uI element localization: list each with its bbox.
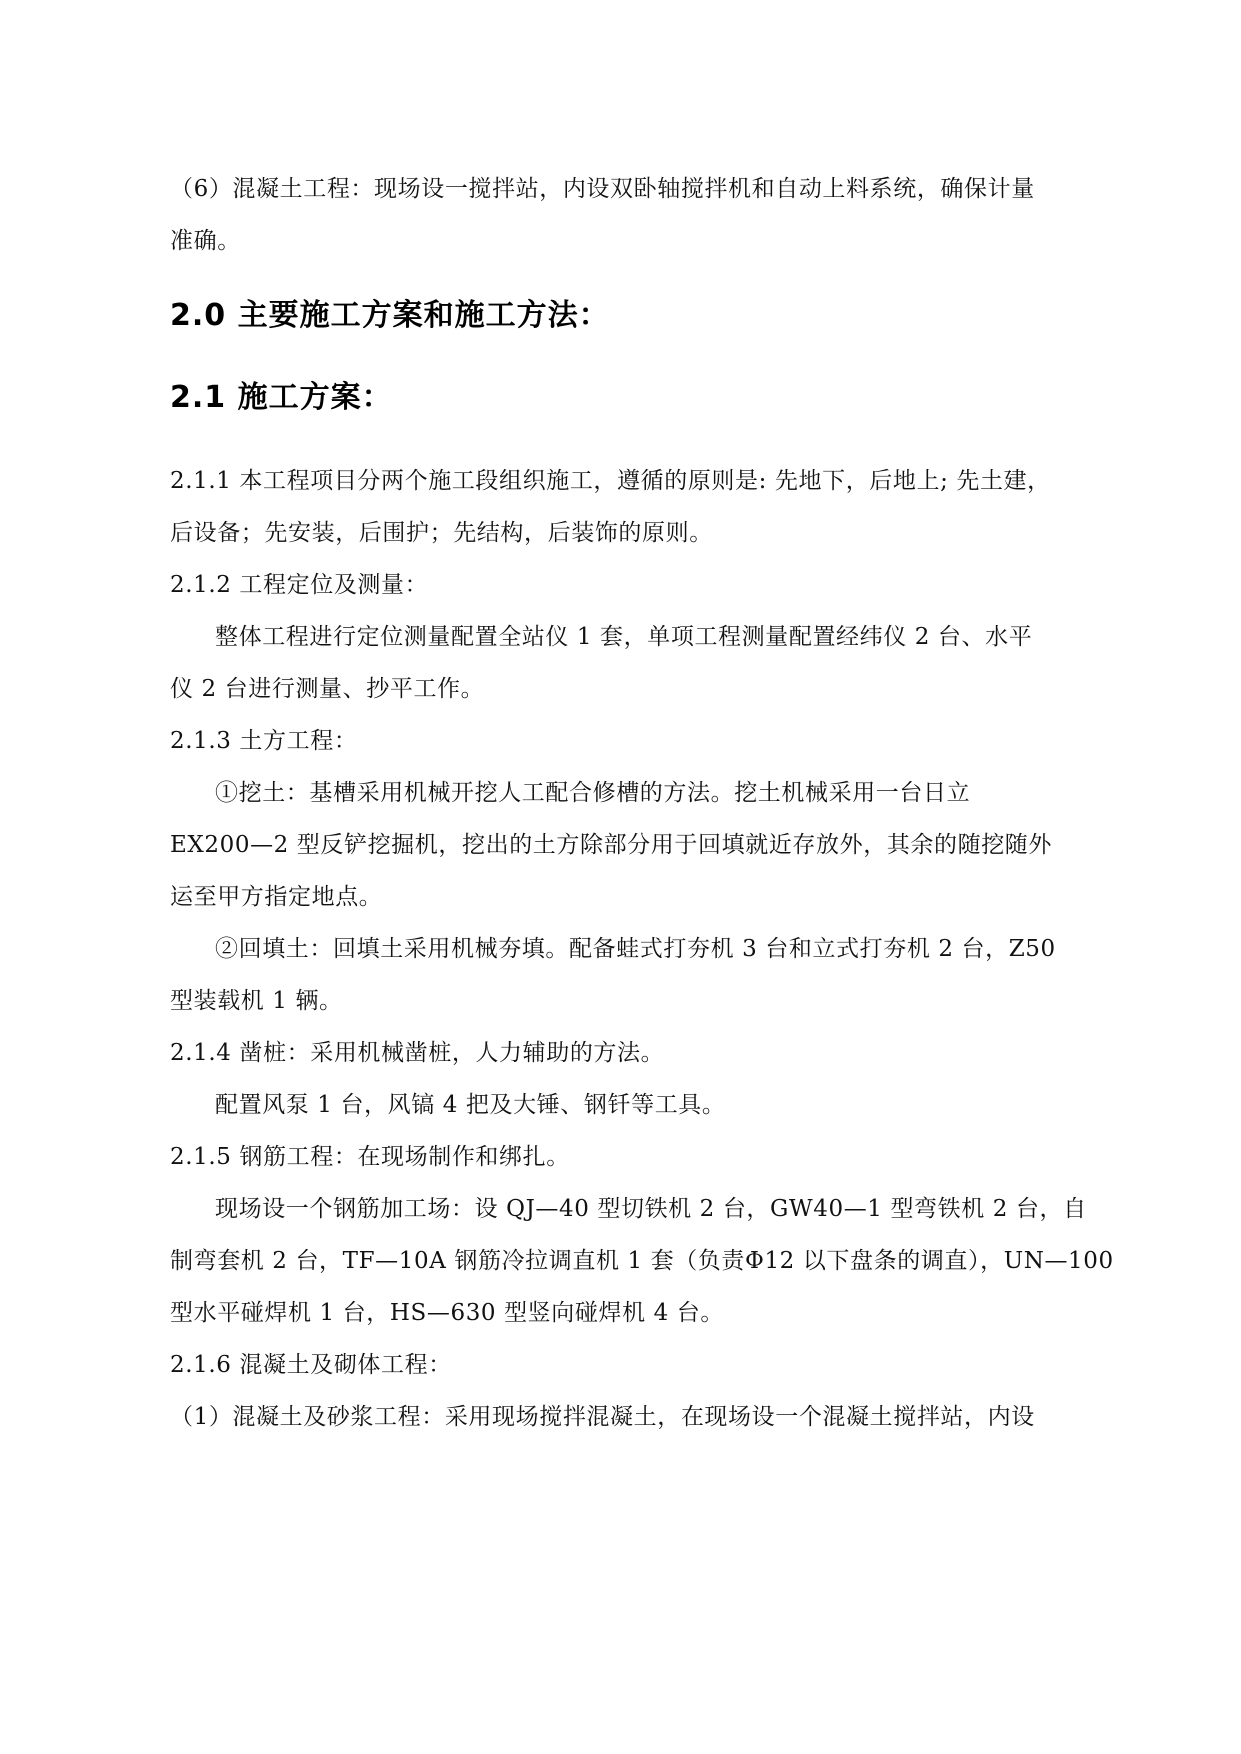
paragraph-line: 运至甲方指定地点。 [170, 884, 383, 910]
paragraph-line: EX200—2 型反铲挖掘机，挖出的土方除部分用于回填就近存放外，其余的随挖随外 [170, 832, 1053, 858]
subsection-title: 2.1.5 钢筋工程：在现场制作和绑扎。 [170, 1144, 570, 1170]
paragraph-line: （6）混凝土工程：现场设一搅拌站，内设双卧轴搅拌机和自动上料系统，确保计量 [170, 176, 1035, 202]
subsection-title: 2.1.6 混凝土及砌体工程： [170, 1352, 452, 1378]
subsection-title: 2.1.4 凿桩：采用机械凿桩，人力辅助的方法。 [170, 1040, 665, 1066]
paragraph-line: 准确。 [170, 228, 241, 254]
section-heading-2-1: 2.1 施工方案： [170, 380, 393, 415]
paragraph-line: 现场设一个钢筋加工场：设 QJ—40 型切铁机 2 台，GW40—1 型弯铁机 2 台，自 [215, 1196, 1087, 1222]
paragraph-line: 2.1.1 本工程项目分两个施工段组织施工，遵循的原则是: 先地下，后地上; 先土建， [170, 468, 1051, 494]
subsection-title: 2.1.3 土方工程： [170, 728, 358, 754]
paragraph-line: 后设备；先安装，后围护；先结构，后装饰的原则。 [170, 520, 713, 546]
subsection-title: 2.1.2 工程定位及测量： [170, 572, 429, 598]
paragraph-line: 制弯套机 2 台，TF—10A 钢筋冷拉调直机 1 套（负责Φ12 以下盘条的调直），UN—100 [170, 1248, 1114, 1274]
paragraph-line: ②回填土：回填土采用机械夯填。配备蛙式打夯机 3 台和立式打夯机 2 台，Z50 [215, 936, 1056, 962]
paragraph-line: ①挖土：基槽采用机械开挖人工配合修槽的方法。挖土机械采用一台日立 [215, 780, 971, 806]
paragraph-line: 配置风泵 1 台，风镐 4 把及大锤、钢钎等工具。 [215, 1092, 726, 1118]
paragraph-line: 型装载机 1 辆。 [170, 988, 343, 1014]
paragraph-line: 型水平碰焊机 1 台，HS—630 型竖向碰焊机 4 台。 [170, 1300, 724, 1326]
paragraph-line: 仪 2 台进行测量、抄平工作。 [170, 676, 485, 702]
paragraph-line: 整体工程进行定位测量配置全站仪 1 套，单项工程测量配置经纬仪 2 台、水平 [215, 624, 1033, 650]
paragraph-line: （1）混凝土及砂浆工程：采用现场搅拌混凝土，在现场设一个混凝土搅拌站，内设 [170, 1404, 1035, 1430]
section-heading-2-0: 2.0 主要施工方案和施工方法： [170, 298, 610, 333]
